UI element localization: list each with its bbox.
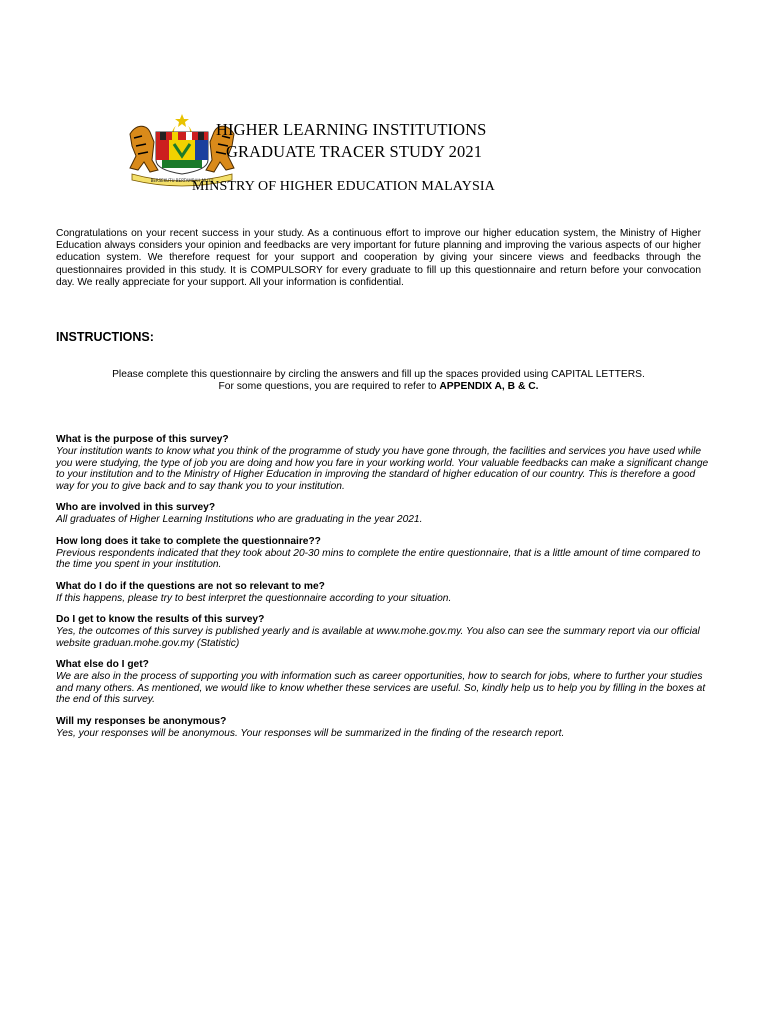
faq-item xyxy=(56,581,716,605)
faq-answer: Your institution wants to know what you think of the programme of study you have gone through, the facilities and services you have used while you were studying, the type of job you are doing and how you fare in your working world. Your valuable feedbacks can make a significant change to your institution and to the Ministry of Higher Education in improving the standard of higher education of our country. This is therefore a good way for you to give back and to say thank you to your institution. xyxy=(56,446,709,492)
faq-question: What is the purpose of this survey? xyxy=(56,434,229,445)
crest-motto: BERSEKUTU BERTAMBAH MUTU xyxy=(150,178,214,183)
faq-item xyxy=(56,659,716,706)
faq-question: Do I get to know the results of this survey? xyxy=(56,614,265,625)
faq-item xyxy=(56,536,716,571)
instructions-heading: INSTRUCTIONS: xyxy=(56,330,154,344)
appendix-reference: APPENDIX A, B & C. xyxy=(439,381,539,392)
faq-answer: If this happens, please try to best interpret the questionnaire according to your situation. xyxy=(56,592,452,604)
survey-title-line1: HIGHER LEARNING INSTITUTIONS xyxy=(216,120,487,139)
survey-title-line2: GRADUATE TRACER STUDY 2021 xyxy=(226,142,483,161)
faq-item xyxy=(56,434,716,492)
faq-answer: Yes, the outcomes of this survey is published yearly and is available at www.mohe.gov.my. You also can see the summary report via our official website graduan.mohe.gov.my (Statistic) xyxy=(56,626,700,649)
ministry-name: MINSTRY OF HIGHER EDUCATION MALAYSIA xyxy=(192,179,495,194)
faq-answer: We are also in the process of supporting you with information such as career opportunities, how to search for jobs, where to further your studies and many others. As mentioned, we would like to know whether these services are useful. So, kindly help us to help you by filling in the boxes at the end of this survey. xyxy=(56,671,706,705)
faq-question: Who are involved in this survey? xyxy=(56,502,216,513)
faq-item xyxy=(56,614,716,649)
faq-item xyxy=(56,502,716,526)
faq-item xyxy=(56,716,716,740)
faq-question: Will my responses be anonymous? xyxy=(56,715,227,727)
faq-question: What else do I get? xyxy=(56,659,149,670)
faq-answer: Yes, your responses will be anonymous. Your responses will be summarized in the finding of the research report. xyxy=(56,727,565,739)
faq-answer: Previous respondents indicated that they took about 20-30 mins to complete the entire questionnaire, that is a little amount of time compared to the time you spent in your institution. xyxy=(56,547,701,570)
instructions-line2 xyxy=(56,381,701,392)
instructions-line1: Please complete this questionnaire by circling the answers and fill up the spaces provided using CAPITAL LETTERS. xyxy=(112,369,645,380)
faq-answer: All graduates of Higher Learning Institutions who are graduating in the year 2021. xyxy=(56,514,423,525)
instructions-line2-text: For some questions, you are required to refer to xyxy=(218,381,440,392)
faq-question: What do I do if the questions are not so relevant to me? xyxy=(56,580,325,592)
faq-question: How long does it take to complete the questionnaire?? xyxy=(56,535,321,547)
intro-paragraph: Congratulations on your recent success in your study. As a continuous effort to improve our higher education system, the Ministry of Higher Education always considers your opinion and feedbacks are very important for future planning and improving the various aspects of our higher education system. We therefore request for your support and cooperation by giving your sincere views and feedbacks through the questionnaires provided in this study. It is COMPULSORY for every graduate to fill up this questionnaire and return before your convocation day. We really appreciate for your support. All your information is confidential. xyxy=(56,228,701,288)
faq-section xyxy=(56,434,716,749)
